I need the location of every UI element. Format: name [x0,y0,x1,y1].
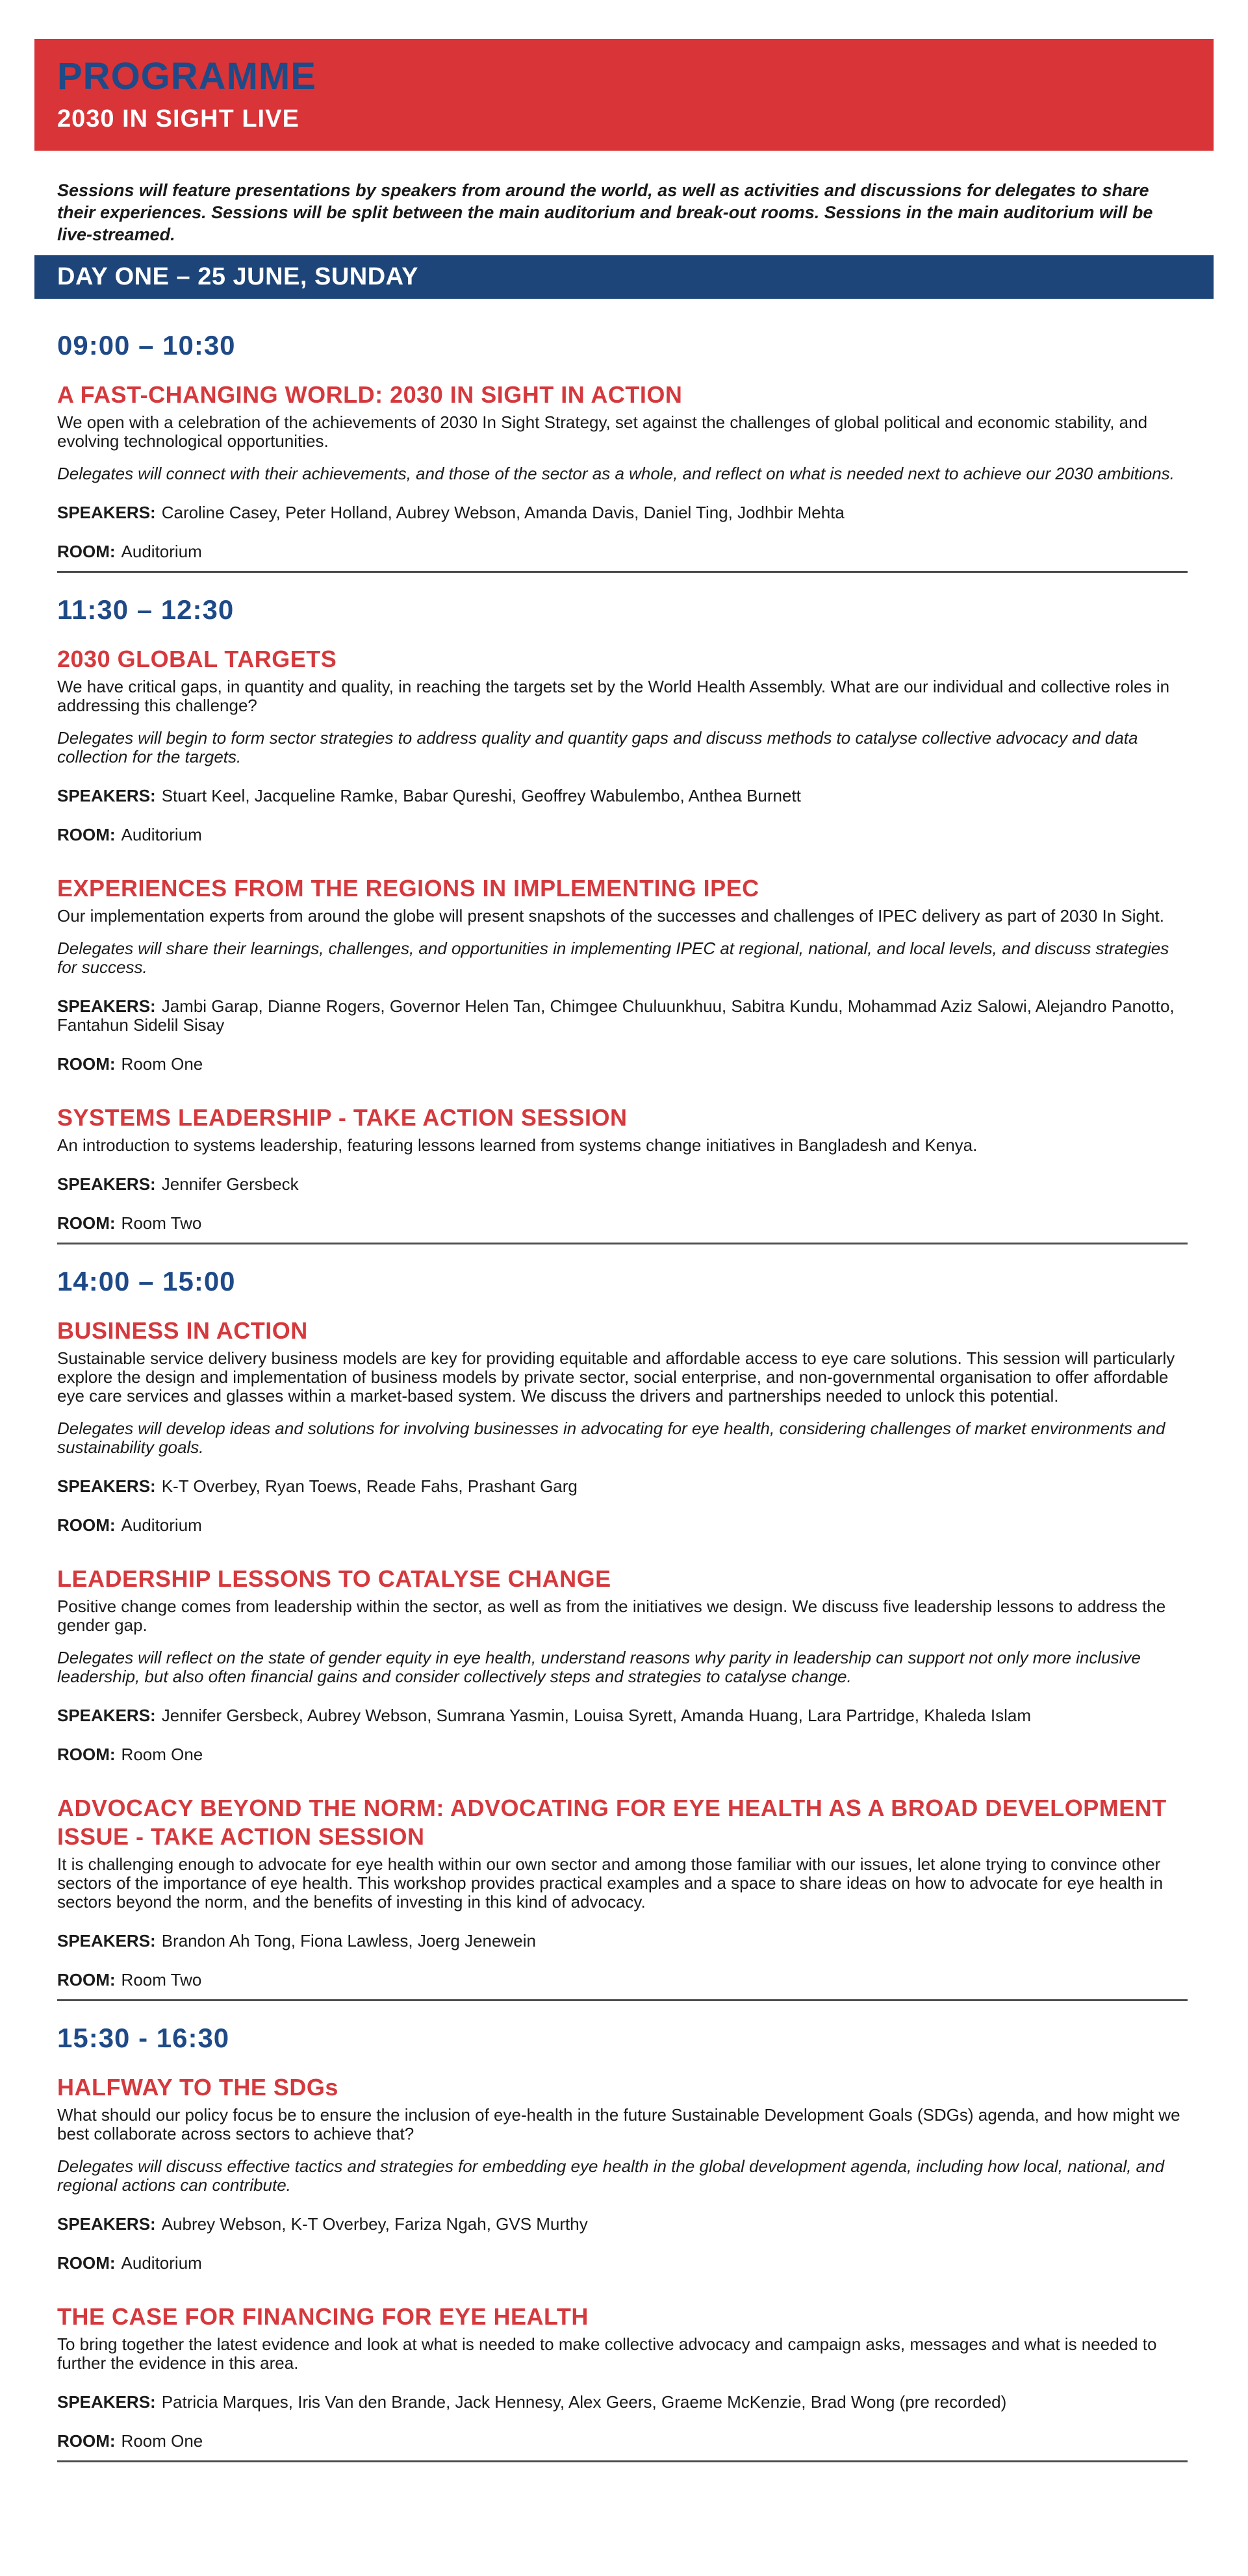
speakers-names: Patricia Marques, Iris Van den Brande, Jack Hennesy, Alex Geers, Graeme McKenzie, Brad Wong (pre recorded) [161,2392,1007,2412]
session-fast-changing-world [57,381,1188,561]
section-divider [57,1243,1188,1244]
section-divider [57,1999,1188,2001]
session-experiences-regions-ipec [57,874,1188,1074]
session-delegates-note: Delegates will reflect on the state of gender equity in eye health, understand reasons why parity in leadership can support not only more inclusive leadership, but also often financial gains and consider collectively steps and strategies to catalyse change. [57,1648,1141,1686]
speakers-line [57,1477,1188,1496]
room-label: ROOM: [57,1745,116,1764]
room-name: Auditorium [121,542,202,561]
session-2030-global-targets [57,645,1188,844]
timeblock-1400-1500 [57,1267,1188,2001]
room-label: ROOM: [57,1213,116,1233]
section-divider [57,571,1188,573]
session-description: Our implementation experts from around the globe will present snapshots of the successes and challenges of IPEC delivery as part of 2030 In Sight. [57,906,1164,926]
room-label: ROOM: [57,2253,116,2273]
room-label: ROOM: [57,1054,116,1074]
speakers-names: Caroline Casey, Peter Holland, Aubrey Webson, Amanda Davis, Daniel Ting, Jodhbir Mehta [161,503,845,522]
session-delegates-note: Delegates will connect with their achievements, and those of the sector as a whole, and reflect on what is needed next to achieve our 2030 ambitions. [57,464,1175,483]
session-delegates-note: Delegates will discuss effective tactics and strategies for embedding eye health in the global development agenda, including how local, national, and regional actions can contribute. [57,2156,1165,2195]
section-divider [57,2460,1188,2462]
room-name: Room Two [121,1213,202,1233]
session-title: ADVOCACY BEYOND THE NORM: ADVOCATING FOR EYE HEALTH AS A BROAD DEVELOPMENT ISSUE - TAKE ACTION SESSION [57,1795,1167,1850]
day-banner [34,255,1214,299]
session-business-in-action [57,1317,1188,1535]
time-heading: 14:00 – 15:00 [57,1266,236,1296]
session-description: Positive change comes from leadership within the sector, as well as from the initiatives we design. We discuss five leadership lessons to address the gender gap. [57,1597,1166,1635]
timeblock-1130-1230 [57,595,1188,1244]
time-heading: 11:30 – 12:30 [57,594,235,625]
session-delegates-note: Delegates will share their learnings, challenges, and opportunities in implementing IPEC at regional, national, and local levels, and discuss strategies for success. [57,939,1169,977]
speakers-line [57,997,1188,1035]
session-description: We have critical gaps, in quantity and quality, in reaching the targets set by the World Health Assembly. What are our individual and collective roles in addressing this challenge? [57,677,1170,715]
speakers-line [57,1932,1188,1951]
room-name: Room One [121,1745,203,1764]
speakers-names: Jennifer Gersbeck, Aubrey Webson, Sumrana Yasmin, Louisa Syrett, Amanda Huang, Lara Partridge, Khaleda Islam [161,1706,1031,1725]
speakers-line [57,1175,1188,1194]
session-description: We open with a celebration of the achievements of 2030 In Sight Strategy, set against the challenges of global political and economic stability, and evolving technological opportunities. [57,412,1148,451]
room-line [57,542,1188,561]
room-label: ROOM: [57,1970,116,1989]
speakers-label: SPEAKERS: [57,1174,156,1194]
speakers-line [57,503,1188,522]
session-title: EXPERIENCES FROM THE REGIONS IN IMPLEMENTING IPEC [57,875,759,902]
room-line [57,2432,1188,2451]
room-name: Room One [121,1054,203,1074]
session-systems-leadership [57,1104,1188,1233]
speakers-label: SPEAKERS: [57,2214,156,2234]
timeblock-0900-1030 [57,331,1188,573]
speakers-label: SPEAKERS: [57,1476,156,1496]
session-title: BUSINESS IN ACTION [57,1317,308,1344]
session-description: An introduction to systems leadership, featuring lessons learned from systems change initiatives in Bangladesh and Kenya. [57,1135,978,1155]
room-line [57,2254,1188,2273]
session-title: SYSTEMS LEADERSHIP - TAKE ACTION SESSION [57,1104,628,1131]
speakers-label: SPEAKERS: [57,2392,156,2412]
intro-text: Sessions will feature presentations by speakers from around the world, as well as activities and discussions for delegates to share their experiences. Sessions will be split between the main auditorium and break-out rooms. Sessions in the main auditorium will be live-streamed. [57,181,1153,244]
session-description: Sustainable service delivery business models are key for providing equitable and affordable access to eye care solutions. This session will particularly explore the design and implementation of business models by private sector, social enterprise, and non-governmental organisation to offer affordable eye care services and glasses within a market-based system. We discuss the drivers and partnerships needed to unlock this potential. [57,1348,1175,1406]
session-delegates-note: Delegates will develop ideas and solutions for involving businesses in advocating for eye health, considering challenges of market environments and sustainability goals. [57,1419,1165,1457]
session-description: What should our policy focus be to ensure the inclusion of eye-health in the future Sustainable Development Goals (SDGs) agenda, and how might we best collaborate across sectors to achieve that? [57,2105,1180,2143]
speakers-line [57,787,1188,805]
session-halfway-to-the-sdgs [57,2073,1188,2273]
session-case-for-financing [57,2303,1188,2451]
time-heading: 09:00 – 10:30 [57,330,236,360]
page-subtitle: 2030 IN SIGHT LIVE [57,105,299,133]
session-leadership-lessons [57,1565,1188,1764]
room-line [57,1214,1188,1233]
speakers-line [57,2215,1188,2234]
session-title: LEADERSHIP LESSONS TO CATALYSE CHANGE [57,1565,611,1592]
speakers-names: Stuart Keel, Jacqueline Ramke, Babar Qureshi, Geoffrey Wabulembo, Anthea Burnett [161,786,801,805]
room-line [57,826,1188,844]
room-name: Auditorium [121,2253,202,2273]
session-title: A FAST-CHANGING WORLD: 2030 IN SIGHT IN ACTION [57,381,683,408]
speakers-label: SPEAKERS: [57,503,156,522]
day-banner-title: DAY ONE – 25 JUNE, SUNDAY [57,263,418,290]
room-name: Auditorium [121,1515,202,1535]
speakers-names: Aubrey Webson, K-T Overbey, Fariza Ngah, GVS Murthy [161,2214,588,2234]
room-label: ROOM: [57,1515,116,1535]
session-advocacy-beyond-the-norm [57,1794,1188,1989]
room-line [57,1745,1188,1764]
time-heading: 15:30 - 16:30 [57,2023,230,2053]
page-title: PROGRAMME [57,55,316,97]
speakers-label: SPEAKERS: [57,1931,156,1951]
speakers-names: Brandon Ah Tong, Fiona Lawless, Joerg Jenewein [161,1931,536,1951]
speakers-names: Jambi Garap, Dianne Rogers, Governor Helen Tan, Chimgee Chuluunkhuu, Sabitra Kundu, Mohammad Aziz Salowi, Alejandro Panotto, Fantahun Sidelil Sisay [57,996,1175,1035]
session-title: 2030 GLOBAL TARGETS [57,646,337,672]
schedule [34,331,1214,2462]
speakers-label: SPEAKERS: [57,786,156,805]
room-name: Room One [121,2431,203,2451]
room-label: ROOM: [57,825,116,844]
speakers-line [57,1706,1188,1725]
session-title: THE CASE FOR FINANCING FOR EYE HEALTH [57,2303,589,2330]
room-label: ROOM: [57,2431,116,2451]
session-delegates-note: Delegates will begin to form sector strategies to address quality and quantity gaps and discuss methods to catalyse collective advocacy and data collection for the targets. [57,728,1138,766]
room-label: ROOM: [57,542,116,561]
room-name: Auditorium [121,825,202,844]
header-banner [34,39,1214,151]
session-title: HALFWAY TO THE SDGs [57,2074,338,2101]
speakers-label: SPEAKERS: [57,996,156,1016]
room-line [57,1055,1188,1074]
speakers-names: Jennifer Gersbeck [161,1174,299,1194]
room-line [57,1971,1188,1989]
speakers-label: SPEAKERS: [57,1706,156,1725]
room-name: Room Two [121,1970,202,1989]
session-description: To bring together the latest evidence and look at what is needed to make collective advocacy and campaign asks, messages and what is needed to further the evidence in this area. [57,2334,1157,2373]
room-line [57,1516,1188,1535]
speakers-names: K-T Overbey, Ryan Toews, Reade Fahs, Prashant Garg [161,1476,578,1496]
timeblock-1530-1630 [57,2023,1188,2462]
session-description: It is challenging enough to advocate for eye health within our own sector and among those familiar with our issues, let alone trying to convince other sectors of the importance of eye health. This workshop provides practical examples and a space to share ideas on how to advocate for eye health in sectors beyond the norm, and the benefits of investing in this kind of advocacy. [57,1854,1164,1912]
speakers-line [57,2393,1188,2412]
